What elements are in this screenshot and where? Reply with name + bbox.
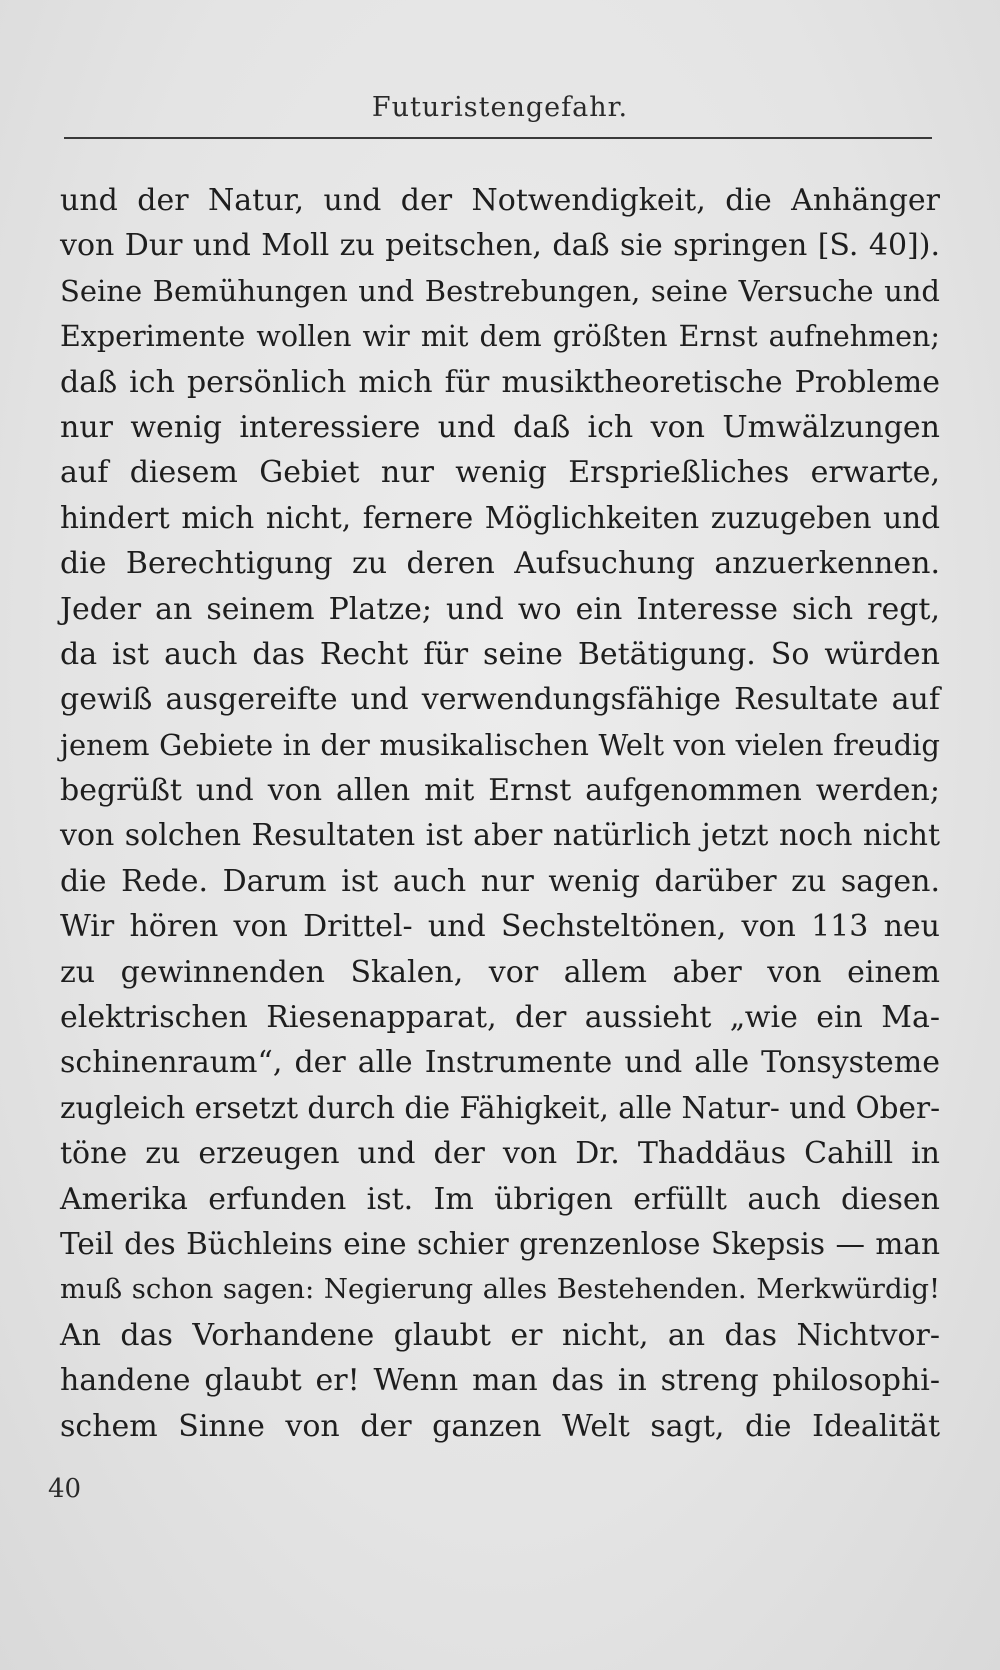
text-line: zugleich ersetzt durch die Fähigkeit, alle Natur- und Ober-	[60, 1090, 941, 1125]
text-line: jenem Gebiete in der musikalischen Welt von vielen freudig	[60, 727, 940, 762]
text-line: muß schon sagen: Negierung alles Bestehenden. Merkwürdig!	[60, 1273, 940, 1306]
text-line: von Dur und Moll zu peitschen, daß sie springen [S. 40]).	[60, 228, 940, 264]
text-line: die Berechtigung zu deren Aufsuchung anzuerkennen.	[60, 546, 940, 582]
text-line: nur wenig interessiere und daß ich von Umwälzungen	[60, 409, 940, 445]
text-line: begrüßt und von allen mit Ernst aufgenommen werden;	[60, 773, 940, 809]
text-line: zu gewinnenden Skalen, vor allem aber von einem	[60, 954, 940, 990]
page-number: 40	[48, 1474, 82, 1504]
running-head: Futuristengefahr.	[371, 92, 629, 123]
text-line: gewiß ausgereifte und verwendungsfähige Resultate auf	[60, 682, 940, 718]
text-line: elektrischen Riesenapparat, der aussieht „wie ein Ma-	[60, 1000, 940, 1036]
text-line: schem Sinne von der ganzen Welt sagt, die Idealität	[60, 1408, 940, 1444]
text-line: da ist auch das Recht für seine Betätigung. So würden	[60, 636, 940, 672]
header-rule	[64, 137, 932, 139]
text-line: Jeder an seinem Platze; und wo ein Interesse sich regt,	[60, 591, 940, 627]
text-line: auf diesem Gebiet nur wenig Ersprießliches erwarte,	[60, 455, 940, 491]
text-line: Experimente wollen wir mit dem größten Ernst aufnehmen;	[60, 320, 940, 354]
text-line: und der Natur, und der Notwendigkeit, die Anhänger	[60, 183, 940, 218]
text-line: Amerika erfunden ist. Im übrigen erfüllt auch diesen	[60, 1181, 940, 1217]
text-line: die Rede. Darum ist auch nur wenig darüber zu sagen.	[60, 863, 940, 899]
text-line: daß ich persönlich mich für musiktheoretische Probleme	[60, 364, 940, 400]
text-line: von solchen Resultaten ist aber natürlich jetzt noch nicht	[60, 818, 940, 854]
text-line: töne zu erzeugen und der von Dr. Thaddäus Cahill in	[60, 1136, 940, 1172]
body-text	[60, 178, 940, 1449]
text-line: handene glaubt er! Wenn man das in streng philosophi-	[60, 1363, 940, 1399]
text-line: Seine Bemühungen und Bestrebungen, seine Versuche und	[60, 273, 940, 308]
text-line: schinenraum“, der alle Instrumente und alle Tonsysteme	[60, 1045, 940, 1081]
text-line: Teil des Büchleins eine schier grenzenlose Skepsis — man	[60, 1226, 940, 1261]
text-line: An das Vorhandene glaubt er nicht, an das Nichtvor-	[60, 1317, 940, 1353]
text-line: hindert mich nicht, fernere Möglichkeiten zuzugeben und	[60, 500, 940, 535]
text-line: Wir hören von Drittel- und Sechsteltönen, von 113 neu	[60, 909, 940, 945]
